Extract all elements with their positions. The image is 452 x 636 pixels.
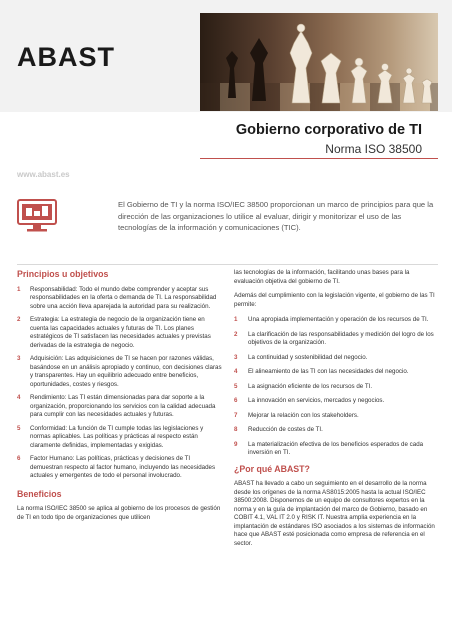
principio-item <box>17 286 222 312</box>
abast-logo: ABAST <box>17 42 115 72</box>
item-number: 6 <box>17 455 21 462</box>
principio-item <box>17 425 222 451</box>
benefit-item <box>234 441 439 458</box>
item-text: La continuidad y sostenibilidad del negocio. <box>248 353 368 361</box>
item-text: Estrategia: La estrategia de negocio de la organización tiene en cuenta las capacidades actuales y futuras de TI. Los planes estratégicos de TI satisfacen las necesidades actuales y previstas derivadas de la estrategia de negocio. <box>30 316 211 349</box>
item-number: 8 <box>234 426 238 433</box>
header-divider <box>200 158 438 159</box>
chess-illustration <box>200 13 438 111</box>
item-text: Adquisición: Las adquisiciones de TI se hacen por razones válidas, basándose en un análisis apropiado y continuo, con decisiones claras y transparentes. Hay un equilibrio adecuado entre beneficios, oportunidades, costes y riesgos. <box>30 355 222 388</box>
principio-item <box>17 316 222 350</box>
item-number: 4 <box>234 368 238 375</box>
right-column <box>234 268 439 553</box>
benefit-item <box>234 368 439 377</box>
beneficios-heading: Beneficios <box>17 488 62 499</box>
item-text: Una apropiada implementación y operación de los recursos de TI. <box>248 316 429 323</box>
item-number: 1 <box>17 285 21 293</box>
principio-item <box>17 355 222 389</box>
item-number: 3 <box>17 355 21 362</box>
item-number: 9 <box>234 440 238 448</box>
document-title: Gobierno corporativo de TI <box>235 122 422 138</box>
item-number: 7 <box>234 411 238 419</box>
item-text: Conformidad: La función de TI cumple todas las legislaciones y normas aplicables. Las políticas y prácticas al respecto están claramente definidas, implementadas y exigidas. <box>30 424 204 449</box>
governance-monitor-icon <box>16 198 58 234</box>
beneficios-lead: Además del cumplimiento con la legislación vigente, el gobierno de las TI permite: <box>234 292 435 308</box>
item-text: La clarificación de las responsabilidades y medición del logro de los objetivos de la organización. <box>248 330 434 346</box>
item-number: 2 <box>17 316 21 323</box>
item-number: 5 <box>17 424 21 432</box>
benefit-item <box>234 397 439 406</box>
item-text: Responsabilidad: Todo el mundo debe comprender y aceptar sus responsabilidades en la oferta o demanda de TI. La responsabilidad sobre una acción lleva aparejada la autoridad para su realización. <box>30 285 217 310</box>
item-number: 4 <box>17 394 21 401</box>
benefit-item <box>234 426 439 435</box>
item-text: Factor Humano: Las políticas, prácticas y decisiones de TI demuestran respecto al factor humano, incluyendo las necesidades actuales y emergentes de todo el personal involucrado. <box>30 455 216 479</box>
item-text: La innovación en servicios, mercados y negocios. <box>248 397 385 404</box>
website-url[interactable]: www.abast.es <box>17 170 70 179</box>
beneficios-text: La norma ISO/IEC 38500 se aplica al gobierno de los procesos de gestión de TI en todo tipo de organizaciones que utilicen <box>17 505 221 521</box>
benefit-item <box>234 331 439 348</box>
benefit-item <box>234 412 439 421</box>
chess-pieces-photo <box>200 13 438 111</box>
principio-item <box>17 394 222 420</box>
why-abast-text: ABAST ha llevado a cabo un seguimiento en el desarrollo de la norma desde los orígenes de la norma AS8015:2005 hasta la actual ISO/IEC 38500:2008. Disponemos de un equipo de consultores expertos en la norma y en la guía de implantación del marco de Gobierno, basado en COBIT 4.1, VAL IT 2.0 y RISK IT. Nuestra amplia experiencia en la implantación de estándares ISO asociados a los sistemas de información hace que ABAST esté posicionada como empresa de referencia en el sector. <box>234 480 435 547</box>
beneficios-continuation: las tecnologías de la información, facilitando unas bases para la evaluación objetiva del gobierno de TI. <box>234 269 410 285</box>
document-subtitle: Norma ISO 38500 <box>325 142 422 156</box>
principios-heading: Principios u objetivos <box>17 269 109 279</box>
item-number: 1 <box>234 316 238 323</box>
benefit-item <box>234 316 439 325</box>
item-number: 5 <box>234 382 238 390</box>
section-divider <box>17 264 438 265</box>
item-text: Reducción de costes de TI. <box>248 426 323 433</box>
item-number: 3 <box>234 353 238 361</box>
intro-paragraph: El Gobierno de TI y la norma ISO/IEC 38500 proporcionan un marco de principios para que la dirección de las organizaciones lo utilice al evaluar, dirigir y monitorizar el uso de las tecnologías de la información y comunicaciones (TIC). <box>118 200 434 232</box>
item-text: La materialización efectiva de los beneficios esperados de cada inversión en TI. <box>248 440 424 456</box>
benefit-item <box>234 383 439 392</box>
item-number: 6 <box>234 397 238 404</box>
item-text: Mejorar la relación con los stakeholders. <box>248 411 359 419</box>
item-number: 2 <box>234 330 238 338</box>
item-text: El alineamiento de las TI con las necesidades del negocio. <box>248 368 409 375</box>
benefit-item <box>234 354 439 363</box>
left-column <box>17 268 222 527</box>
principio-item <box>17 455 222 481</box>
item-text: La asignación eficiente de los recursos de TI. <box>248 382 373 390</box>
why-abast-heading: ¿Por qué ABAST? <box>234 463 310 474</box>
item-text: Rendimiento: Las TI están dimensionadas para dar soporte a la organización, proporcionando los servicios con la calidad adecuada para cumplir con las necesidades actuales y futuras. <box>30 394 216 418</box>
